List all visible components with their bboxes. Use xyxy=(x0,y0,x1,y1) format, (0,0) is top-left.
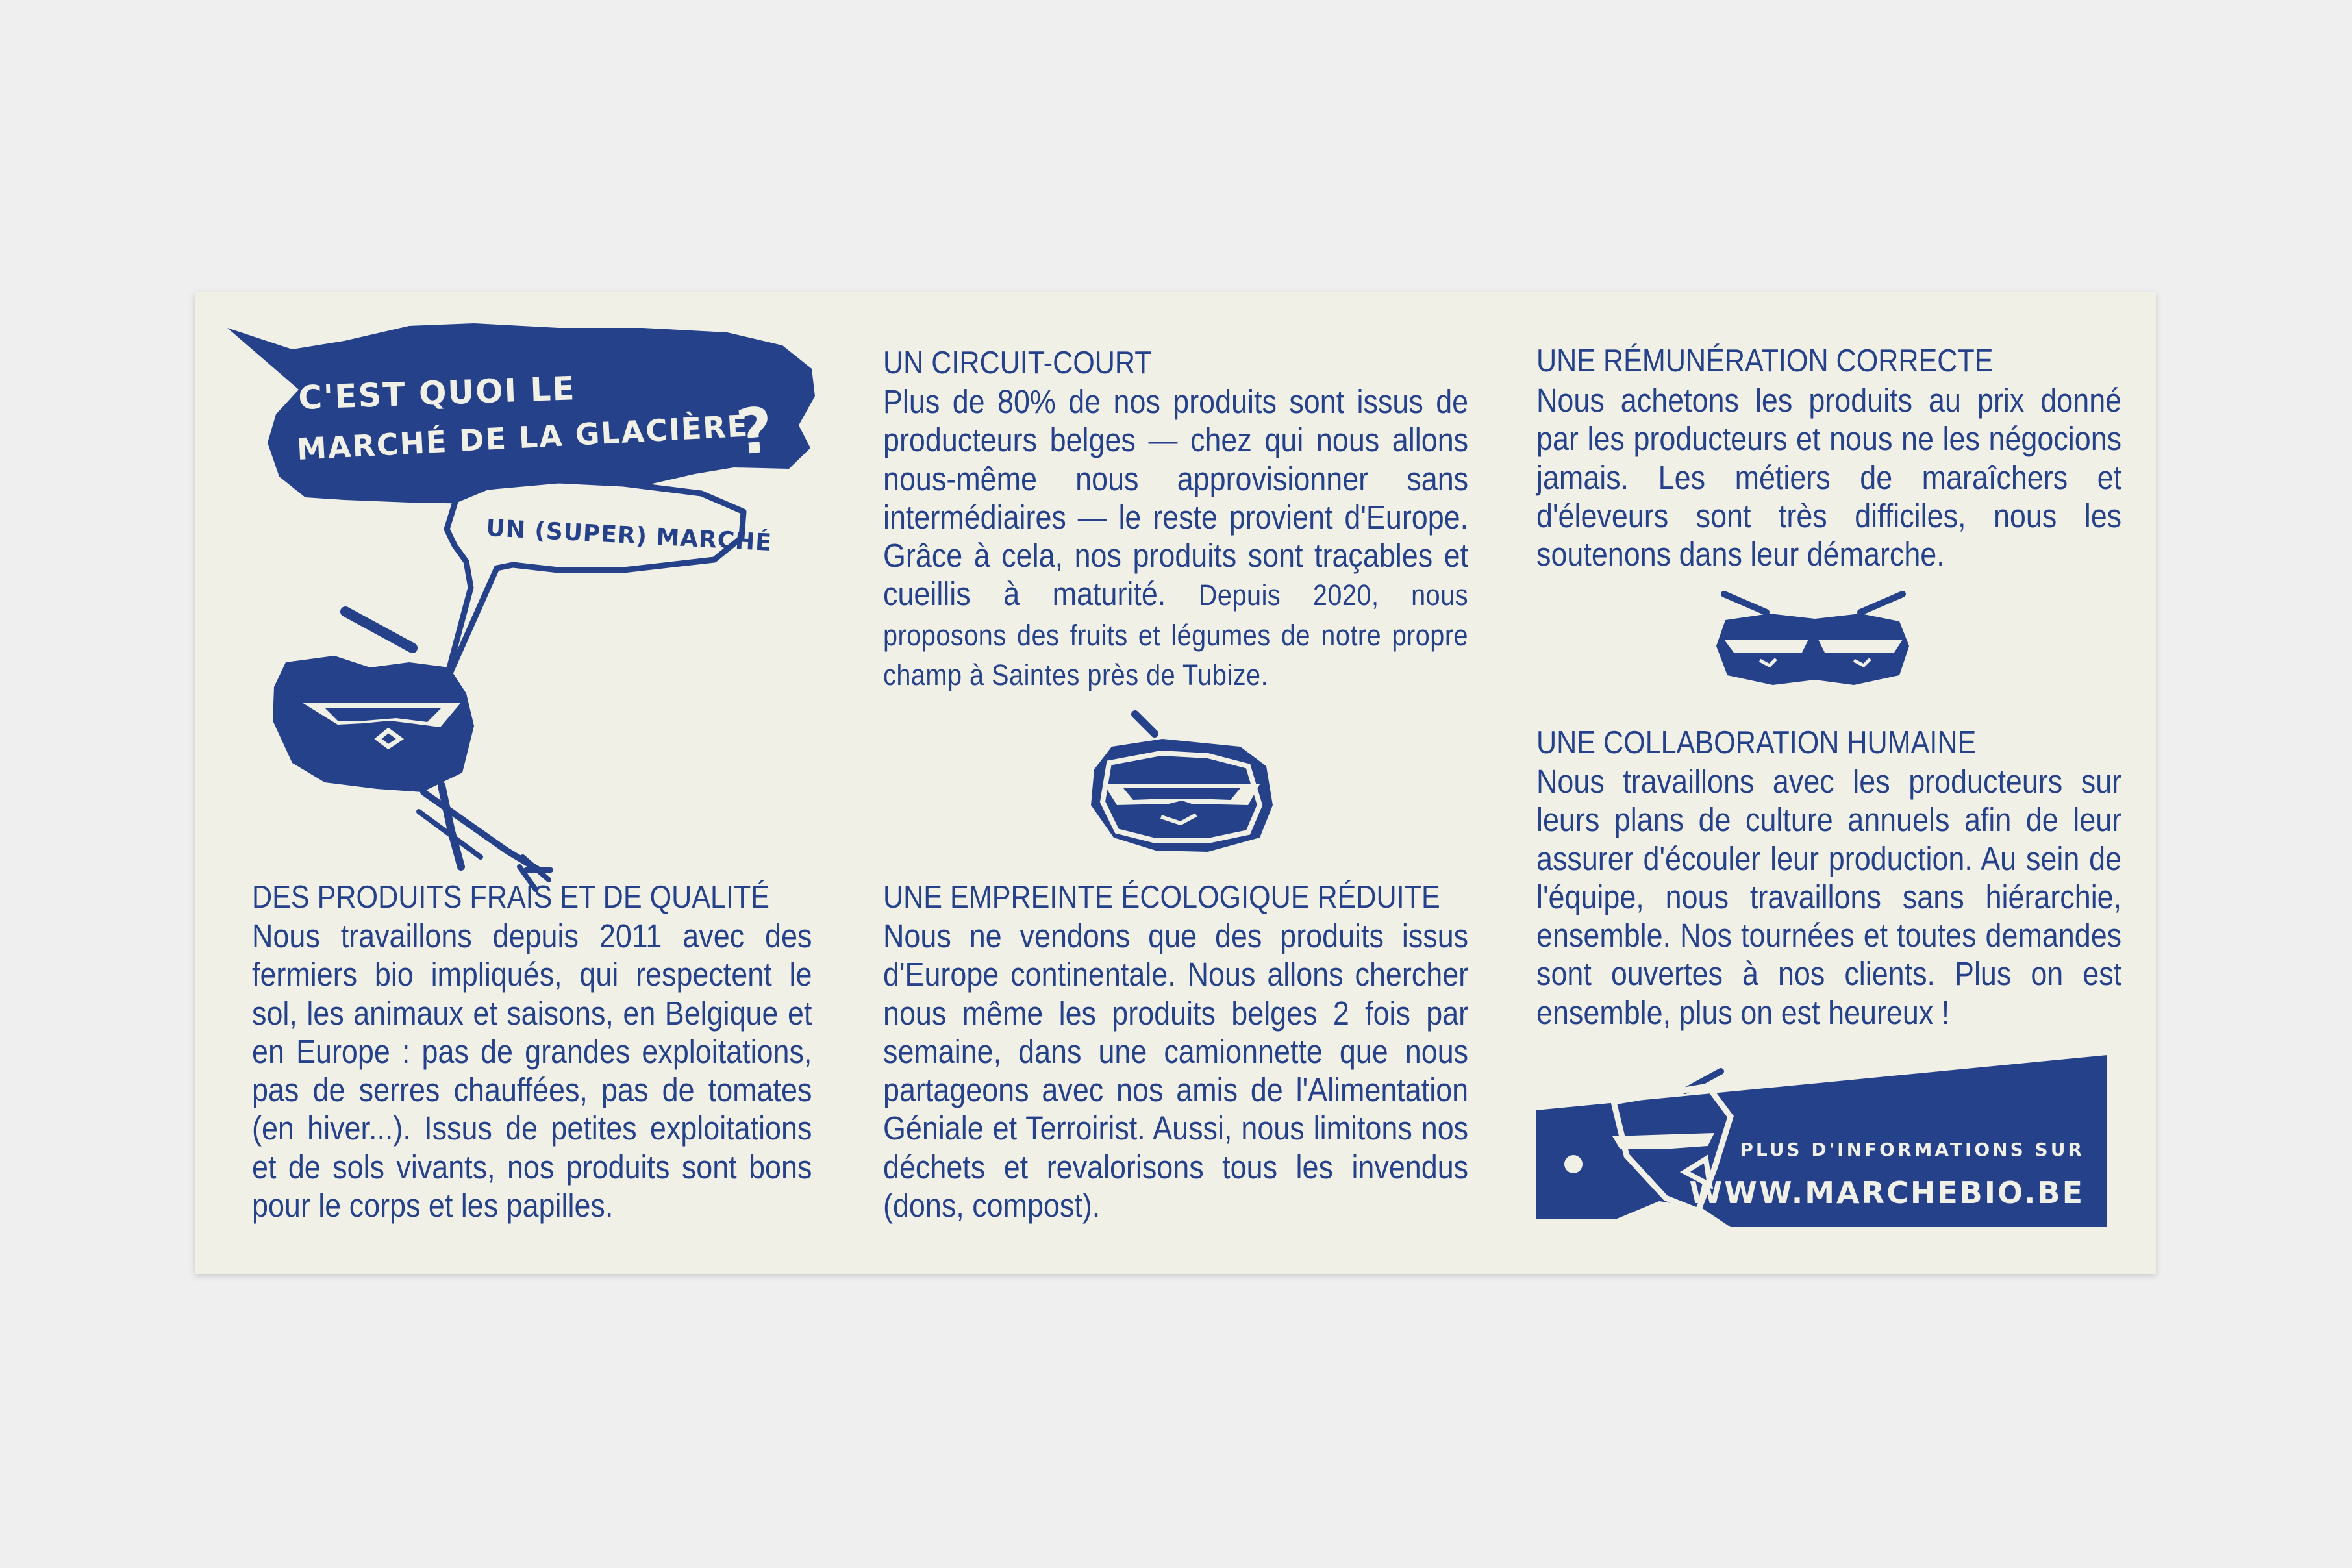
bubble-answer-text: UN (SUPER) MARCHÉ xyxy=(485,515,773,557)
title-collaboration: UNE COLLABORATION HUMAINE xyxy=(1536,725,1977,760)
bubble-question-line2: MARCHÉ DE LA GLACIÈRE xyxy=(295,408,750,467)
title-produits-frais: DES PRODUITS FRAIS ET DE QUALITÉ xyxy=(252,880,770,915)
title-empreinte: UNE EMPREINTE ÉCOLOGIQUE RÉDUITE xyxy=(883,880,1440,915)
bubble-question-mark: ? xyxy=(732,393,778,469)
twin-mascots-icon xyxy=(1711,588,1919,691)
body-circuit-court-small: Depuis 2020, nous proposons des fruits et légumes de notre propre champ à Saintes près de Tubize. xyxy=(883,579,1469,692)
mascot-with-sunglasses-icon xyxy=(195,292,844,909)
body-empreinte: Nous ne vendons que des produits issus d'Europe continentale. Nous allons chercher nous même les produits belges 2 fois par semaine, dans une camionnette que nous partageons avec nos amis de l'Alimentation Géniale et Terroirist. Aussi, nous limitons nos déchets et revalorisons tous les invendus (dons, compost). xyxy=(883,917,1469,1225)
body-collaboration: Nous travaillons avec les producteurs sur leurs plans de culture annuels afin de leur assurer d'écouler leur production. Au sein de l'équipe, nous travaillons sans hiérarchie, ensemble. Nos tournées et toutes demandes sont ouvertes à nos clients. Plus on est ensemble, plus on est heureux ! xyxy=(1536,763,2122,1031)
banner-url[interactable]: WWW.MARCHEBIO.BE xyxy=(1689,1175,2084,1210)
title-circuit-court: UN CIRCUIT-COURT xyxy=(883,345,1152,380)
title-remuneration: UNE RÉMUNÉRATION CORRECTE xyxy=(1536,343,1994,379)
body-circuit-court xyxy=(883,382,1468,694)
body-circuit-court-main: Plus de 80% de nos produits sont issus de producteurs belges — chez qui nous allons nous-même nous approvisionner sans intermédiaires — le reste provient d'Europe. Grâce à cela, nos produits sont traçables et cueillis à maturité. xyxy=(883,383,1469,613)
melon-with-sunglasses-icon xyxy=(1078,708,1286,870)
flyer-card xyxy=(195,292,2156,1274)
body-produits-frais: Nous travaillons depuis 2011 avec des fermiers bio impliqués, qui respectent le sol, les animaux et saisons, en Belgique et en Europe : pas de grandes exploitations, pas de serres chauffées, pas de tomates (en hiver...). Issus de petites exploitations et de sols vivants, nos produits sont bons pour le corps et les papilles. xyxy=(252,917,812,1225)
info-banner xyxy=(1536,1055,2107,1237)
banner-line1: PLUS D'INFORMATIONS SUR xyxy=(1740,1139,2084,1160)
bubble-question-line1: C'EST QUOI LE xyxy=(297,369,577,417)
body-remuneration: Nous achetons les produits au prix donné par les producteurs et nous ne les négocions jamais. Les métiers de maraîchers et d'éleveurs sont très difficiles, nous les soutenons dans leur démarche. xyxy=(1536,382,2122,573)
